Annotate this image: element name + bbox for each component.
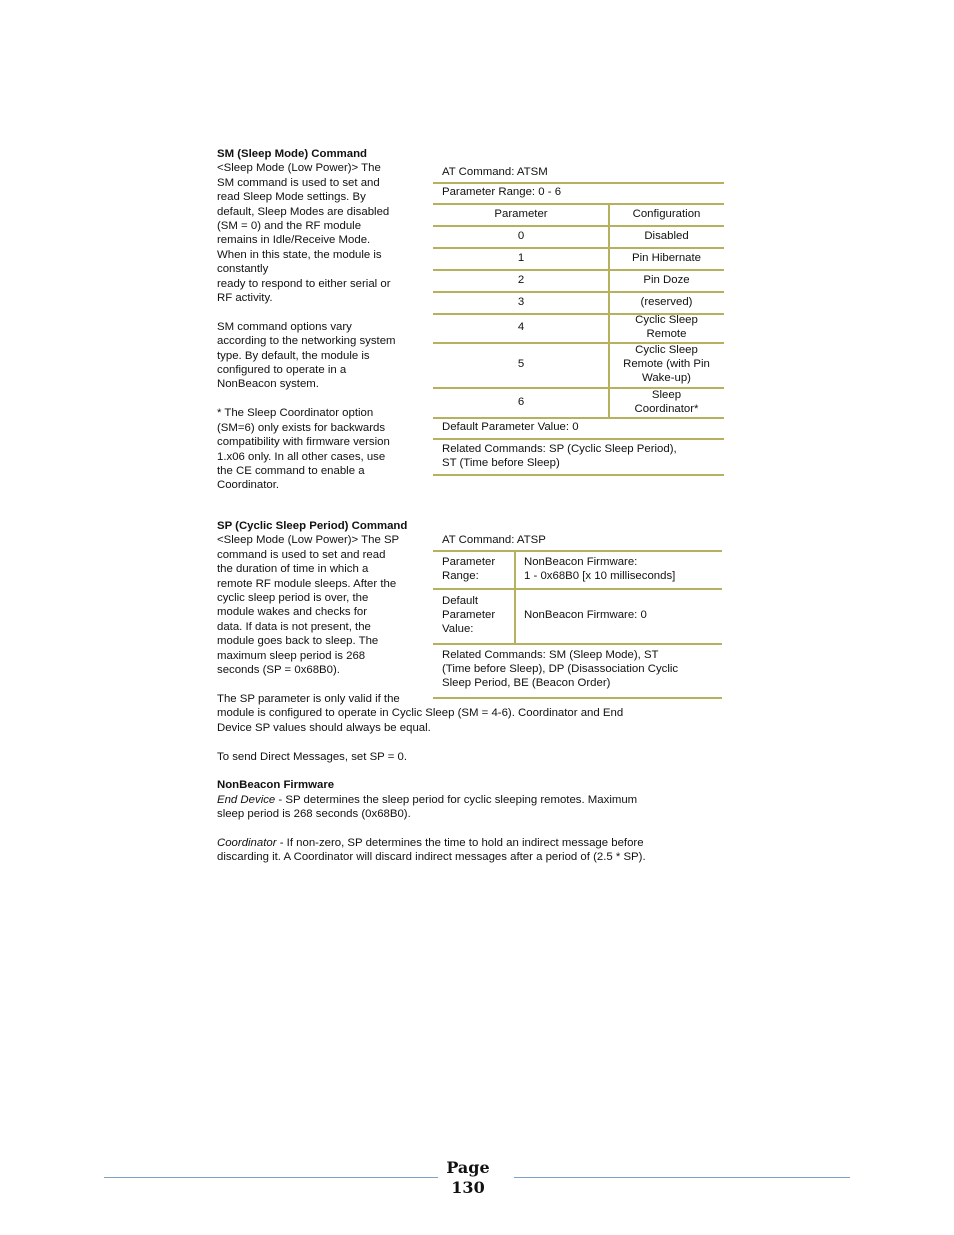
sm-paragraph-2: SM command options vary according to the networking system type. By default, the module is configured to operate in a NonBeacon system. (217, 320, 396, 391)
sm-row-1-param: 1 (517, 251, 525, 264)
sm-default-value: Default Parameter Value: 0 (442, 421, 579, 434)
sm-row-3-config: (reserved) (640, 295, 693, 308)
sp-details (217, 692, 717, 865)
sp-range-label: Parameter Range: (442, 555, 496, 582)
sp-heading: SP (Cyclic Sleep Period) Command (217, 520, 408, 532)
end-device-text: - SP determines the sleep period for cyclic sleeping remotes. Maximum sleep period is 268 seconds (0x68B0). (217, 793, 638, 821)
nonbeacon-heading: NonBeacon Firmware (217, 779, 335, 792)
page-number: 130 (451, 1178, 485, 1197)
page-number-label (438, 1158, 498, 1198)
sm-row-4-config: Cyclic Sleep Remote (635, 314, 698, 340)
sm-command-table (433, 163, 724, 478)
footer-rule-left (104, 1177, 438, 1178)
sp-paragraph-3: To send Direct Messages, set SP = 0. (217, 750, 408, 763)
sm-related-commands: Related Commands: SP (Cyclic Sleep Period), ST (Time before Sleep) (442, 442, 677, 469)
sm-heading: SM (Sleep Mode) Command (217, 148, 367, 160)
sm-row-6-param: 6 (517, 395, 525, 408)
sm-col-configuration: Configuration (632, 207, 701, 220)
sm-row-5-config: Cyclic Sleep Remote (with Pin Wake-up) (623, 344, 710, 384)
footer-rule-right (514, 1177, 850, 1178)
sp-default-value: NonBeacon Firmware: 0 (524, 609, 647, 622)
sm-row-1-config: Pin Hibernate (631, 251, 702, 264)
end-device-paragraph (217, 793, 717, 822)
sp-range-value: NonBeacon Firmware: 1 - 0x68B0 [x 10 milliseconds] (524, 555, 676, 582)
sp-paragraph-1: <Sleep Mode (Low Power)> The SP command is used to set and read the duration of time in which a remote RF module sleeps. After the cyclic sleep period is over, the module wakes and checks for data. If data is not present, the module goes back to sleep. The maximum sleep period is 268 seconds (SP = 0x68B0). (217, 534, 400, 677)
sm-at-command: AT Command: ATSM (442, 165, 548, 178)
sm-col-parameter: Parameter (494, 207, 548, 220)
sm-section (217, 147, 422, 493)
sm-paragraph-1: <Sleep Mode (Low Power)> The SM command is used to set and read Sleep Mode settings. By default, Sleep Modes are disabled (SM = 0) and the RF module remains in Idle/Receive Mode. When in this state, the module is constantly ready to respond to either serial or RF activity. (217, 162, 391, 305)
sm-row-2-config: Pin Doze (643, 273, 690, 286)
sm-row-5-param: 5 (517, 358, 525, 371)
sp-related-commands: Related Commands: SM (Sleep Mode), ST (Time before Sleep), DP (Disassociation Cyclic Sleep Period, BE (Beacon Order) (442, 649, 679, 689)
end-device-label: End Device (217, 793, 276, 806)
sm-row-0-param: 0 (517, 229, 525, 242)
sm-paragraph-3: * The Sleep Coordinator option (SM=6) only exists for backwards compatibility with firmware version 1.x06 only. In all other cases, use the CE command to enable a Coordinator. (217, 407, 390, 492)
sp-paragraph-2: The SP parameter is only valid if the module is configured to operate in Cyclic Sleep (SM = 4-6). Coordinator and End Device SP values should always be equal. (217, 693, 624, 734)
sp-command-table (433, 531, 722, 701)
sm-row-6-config: Sleep Coordinator* (634, 388, 699, 415)
sm-parameter-range: Parameter Range: 0 - 6 (442, 186, 562, 199)
sp-at-command: AT Command: ATSP (442, 533, 546, 546)
sm-row-3-param: 3 (517, 295, 525, 308)
sm-row-2-param: 2 (517, 273, 525, 286)
sm-row-0-config: Disabled (644, 229, 689, 242)
coordinator-paragraph (217, 836, 717, 865)
coordinator-label: Coordinator (217, 837, 277, 850)
coordinator-text: - If non-zero, SP determines the time to hold an indirect message before discarding it. A Coordinator will discard indirect messages after a period of (2.5 * SP). (217, 837, 646, 864)
sm-row-4-param: 4 (517, 321, 525, 334)
sp-default-label: Default Parameter Value: (442, 595, 496, 635)
page-word: Page (446, 1158, 490, 1177)
sp-section (217, 519, 432, 677)
